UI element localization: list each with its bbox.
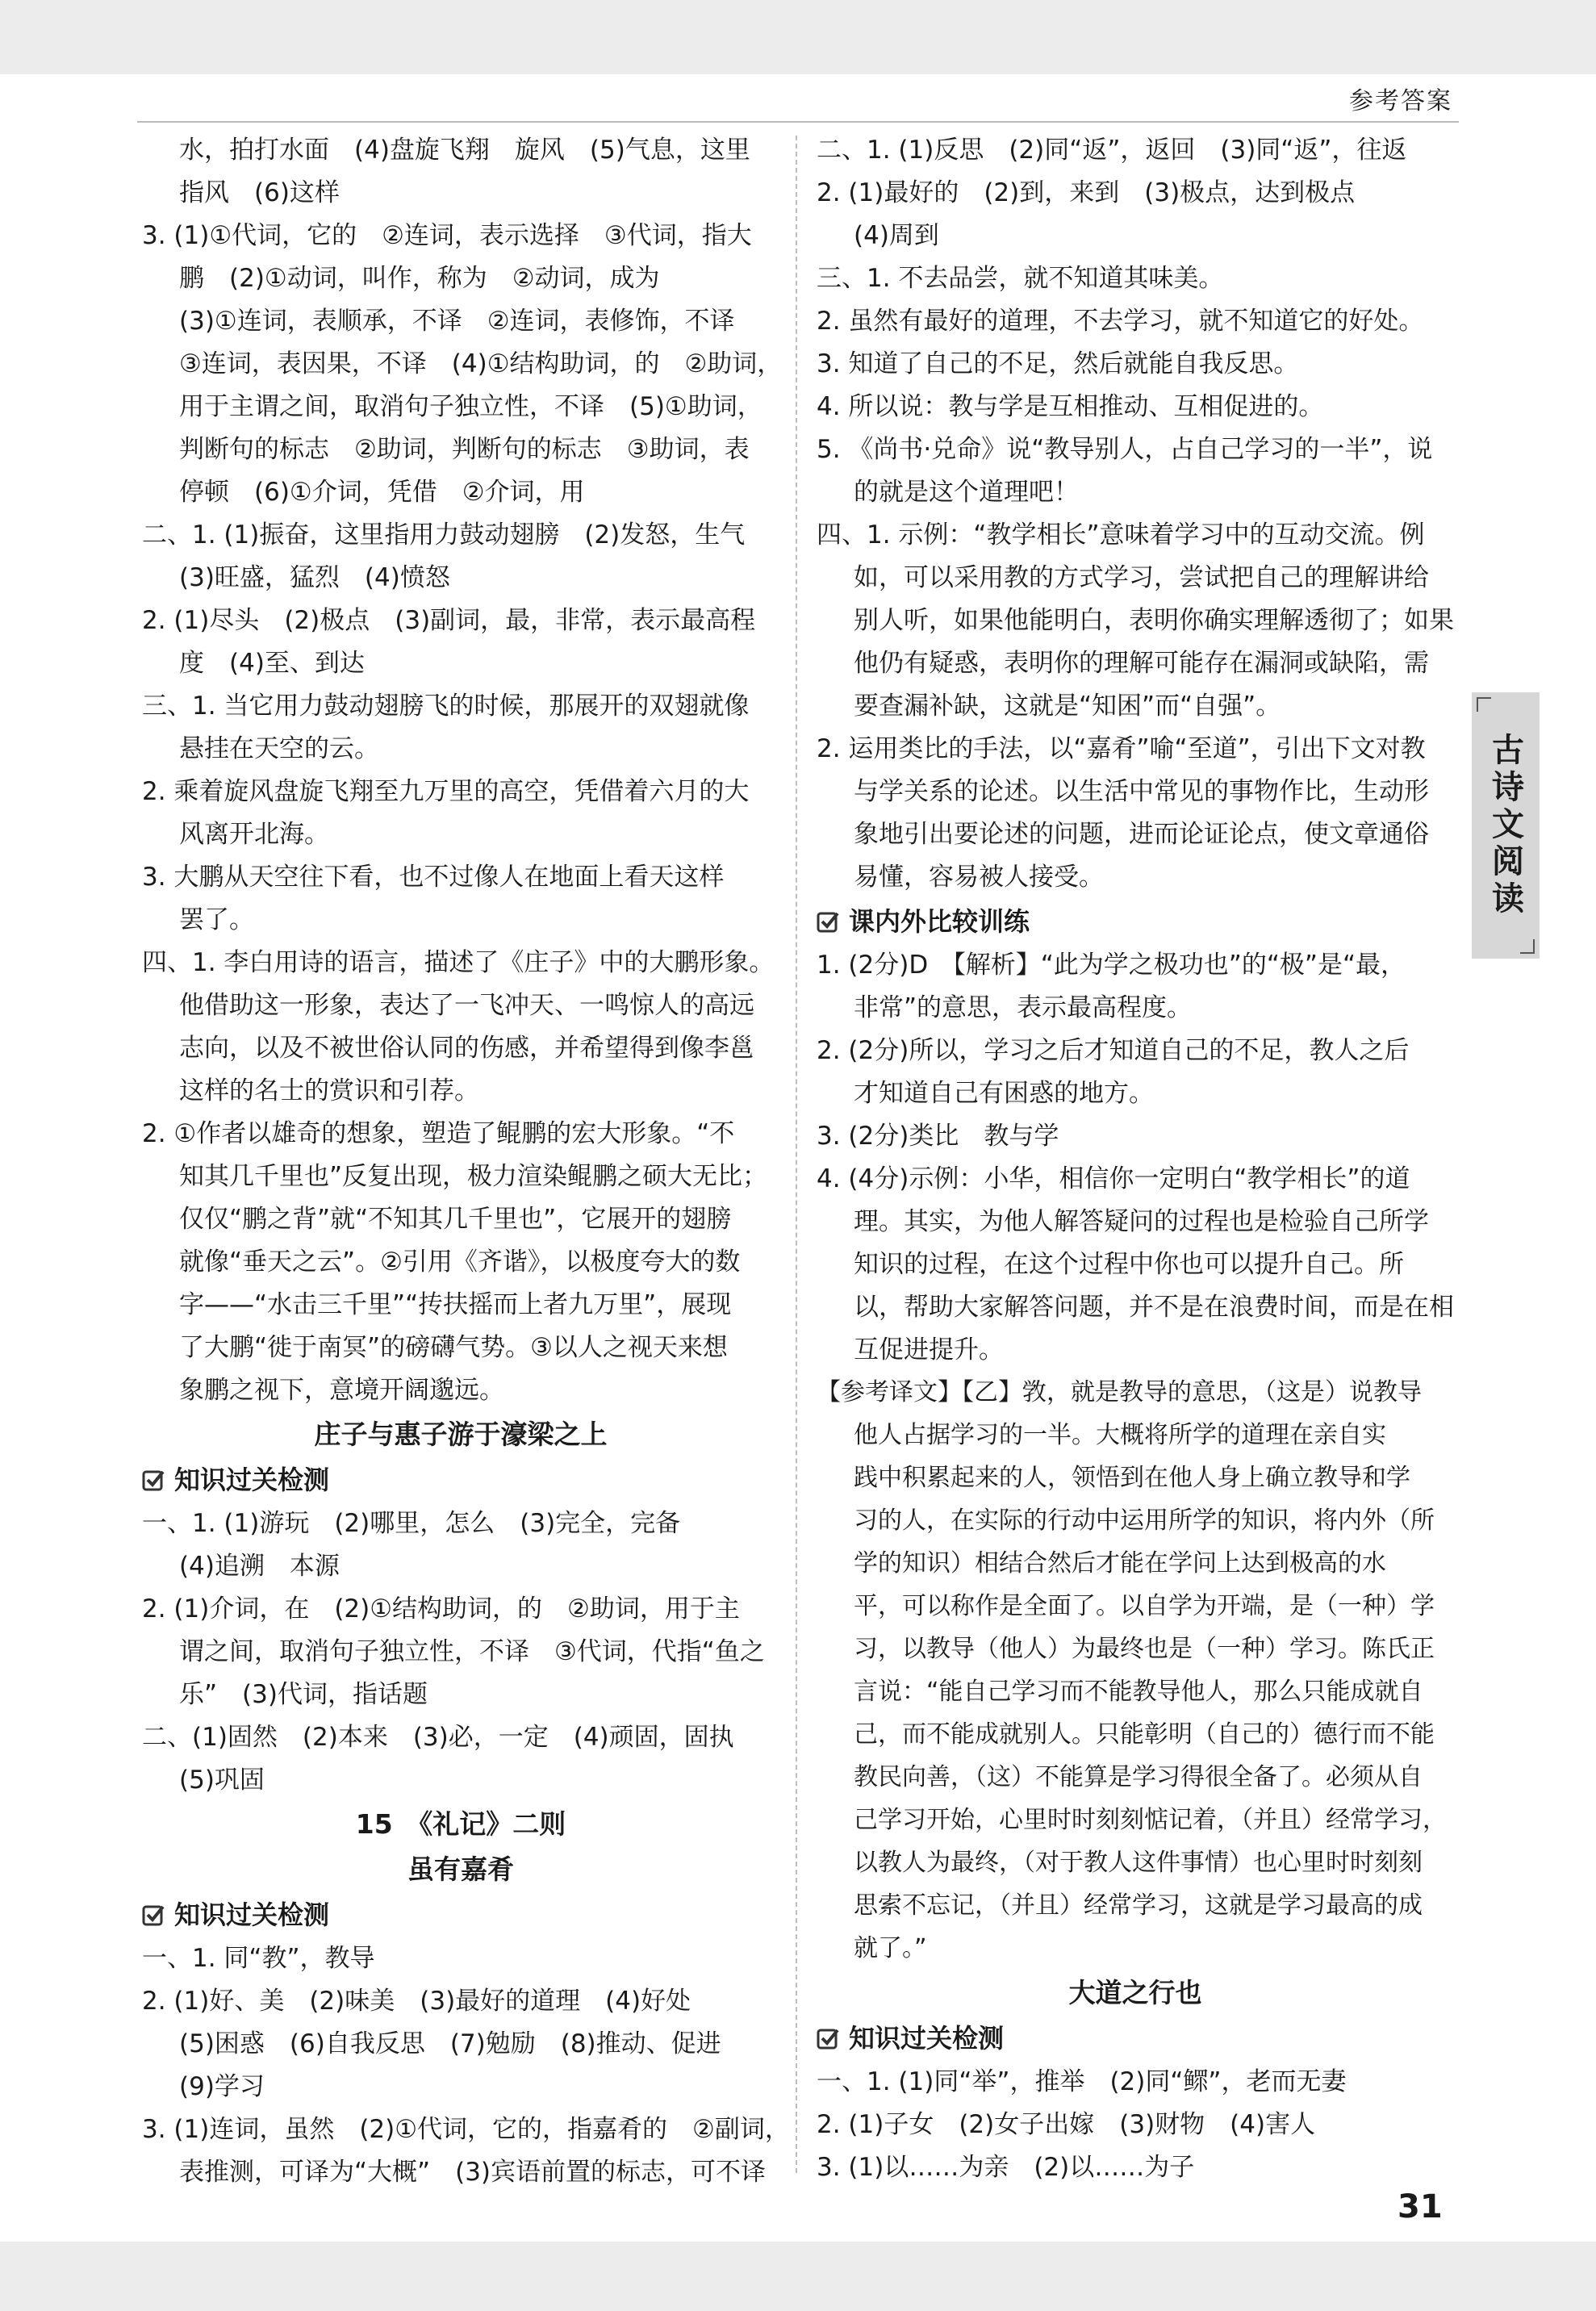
checkbox-check-icon	[142, 1469, 165, 1491]
answer-line: (3)旺盛，猛烈 (4)愤怒	[179, 563, 450, 592]
answer-line: 理。其实，为他人解答疑问的过程也是检验自己所学	[854, 1207, 1429, 1236]
side-tab-label: 古诗文阅读	[1486, 733, 1524, 918]
section-title-suiyoujiayao: 虽有嘉肴	[407, 1853, 514, 1885]
answer-line: 罢了。	[179, 905, 254, 934]
translation-line: 己学习开始，心里时时刻刻惦记着，（并且）经常学习，	[854, 1806, 1447, 1834]
answer-line: 的就是这个道理吧！	[854, 478, 1079, 507]
answer-line: 象鹏之视下，意境开阔邈远。	[179, 1376, 504, 1405]
suiyoujiayao-answer-block	[142, 1937, 790, 2194]
translation-line: 习的人，在实际的行动中运用所学的知识，将内外（所	[854, 1507, 1435, 1535]
answer-line: 2. 乘着旋风盘旋飞翔至九万里的高空，凭借着六月的大	[142, 777, 750, 806]
answer-line: 3. (1)连词，虽然 (2)①代词，它的，指嘉肴的 ②副词，	[142, 2115, 790, 2144]
section-title-zhuangzi: 庄子与惠子游于濠梁之上	[314, 1419, 608, 1450]
answer-line: 一、1. 同“教”，教导	[142, 1944, 375, 1973]
answer-line: ③连词，表因果，不译 (4)①结构助词，的 ②助词，	[179, 349, 783, 378]
answer-line: 仅仅“鹏之背”就“不知其几千里也”，它展开的翅膀	[179, 1205, 732, 1234]
answer-line: (4)追溯 本源	[179, 1552, 340, 1581]
translation-line: 以教人为最终，（对于教人这件事情）也心里时时刻刻	[854, 1849, 1423, 1877]
answer-line: 以，帮助大家解答问题，并不是在浪费时间，而是在相	[854, 1293, 1454, 1322]
answer-line: 用于主谓之间，取消句子独立性，不译 (5)①助词，	[179, 392, 762, 421]
answer-line: 二、1. (1)反思 (2)同“返”，返回 (3)同“返”，往返	[817, 136, 1407, 165]
answer-line: 3. (2分)类比 教与学	[817, 1122, 1059, 1151]
answer-line: 与学关系的论述。以生活中常见的事物作比，生动形	[854, 777, 1429, 806]
chapter-title-liji: 15 《礼记》二则	[355, 1808, 566, 1840]
answer-line: 2. (1)好、美 (2)味美 (3)最好的道理 (4)好处	[142, 1987, 691, 2016]
answer-line: 这样的名士的赏识和引荐。	[179, 1076, 479, 1105]
answer-line: 2. (1)介词，在 (2)①结构助词，的 ②助词，用于主	[142, 1594, 740, 1624]
translation-line: 思索不忘记，（并且）经常学习，这就是学习最高的成	[854, 1891, 1423, 1920]
subhead-knowledge-check	[142, 1892, 779, 1937]
subhead-label: 课内外比较训练	[849, 906, 1030, 937]
answer-line: 5. 《尚书·兑命》说“教导别人，占自己学习的一半”，说	[817, 435, 1433, 464]
answer-line: (5)巩固	[179, 1766, 265, 1795]
page-number: 31	[1398, 2188, 1443, 2225]
subhead-knowledge-check	[817, 2016, 1454, 2061]
answer-line: 4. (4分)示例：小华，相信你一定明白“教学相长”的道	[817, 1164, 1410, 1193]
answer-line: 3. 大鹏从天空往下看，也不过像人在地面上看天这样	[142, 863, 725, 892]
answer-line: 一、1. (1)游玩 (2)哪里，怎么 (3)完全，完备	[142, 1509, 681, 1538]
answer-line: 水，拍打水面 (4)盘旋飞翔 旋风 (5)气息，这里	[179, 136, 750, 165]
answer-line: 悬挂在天空的云。	[179, 734, 379, 763]
answer-line: 2. ①作者以雄奇的想象，塑造了鲲鹏的宏大形象。“不	[142, 1119, 735, 1148]
answer-line: 2. (2分)所以，学习之后才知道自己的不足，教人之后	[817, 1036, 1410, 1065]
translation-line: 学的知识）相结合然后才能在学问上达到极高的水	[854, 1549, 1386, 1578]
answer-line: 3. (1)①代词，它的 ②连词，表示选择 ③代词，指大	[142, 221, 752, 250]
answer-line: (3)①连词，表顺承，不译 ②连词，表修饰，不译	[179, 307, 735, 336]
reference-translation	[817, 1372, 1454, 1970]
answer-line: 3. (1)以……为亲 (2)以……为子	[817, 2153, 1195, 2182]
zhuangzi-answer-block	[142, 1502, 779, 1802]
answer-line: 停顿 (6)①介词，凭借 ②介词，用	[179, 478, 585, 507]
right-answer-block	[817, 129, 1454, 899]
translation-line: 言说：“能自己学习而不能教导他人，那么只能成就自	[854, 1678, 1423, 1706]
answer-line: 风离开北海。	[179, 820, 329, 849]
answer-line: 谓之间，取消句子独立性，不译 ③代词，代指“鱼之	[179, 1637, 765, 1666]
subhead-knowledge-check	[142, 1457, 779, 1502]
answer-line: 非常”的意思，表示最高程度。	[854, 993, 1193, 1022]
answer-line: 二、(1)固然 (2)本来 (3)必，一定 (4)顽固，固执	[142, 1723, 734, 1752]
answer-line: (9)学习	[179, 2072, 265, 2101]
answer-line: 象地引出要论述的问题，进而论证论点，使文章通俗	[854, 820, 1429, 849]
answer-line: 2. 虽然有最好的道理，不去学习，就不知道它的好处。	[817, 307, 1424, 336]
translation-line: 习，以教导（他人）为最终也是（一种）学习。陈氏正	[854, 1635, 1435, 1663]
answer-line: 三、1. 当它用力鼓动翅膀飞的时候，那展开的双翅就像	[142, 692, 750, 721]
translation-line: 【参考译文】【乙】敩，就是教导的意思，（这是）说教导	[817, 1378, 1422, 1406]
column-divider	[796, 136, 797, 2173]
left-column	[142, 129, 790, 2194]
answer-line: 2. (1)子女 (2)女子出嫁 (3)财物 (4)害人	[817, 2110, 1316, 2139]
answer-line: 一、1. (1)同“举”，推举 (2)同“鳏”，老而无妻	[817, 2067, 1347, 2096]
answer-line: 知其几千里也”反复出现，极力渲染鲲鹏之硕大无比；	[179, 1162, 768, 1191]
answer-line: 指风 (6)这样	[179, 178, 340, 207]
answer-line: 判断句的标志 ②助词，判断句的标志 ③助词，表	[179, 435, 750, 464]
translation-line: 他人占据学习的一半。大概将所学的道理在亲自实	[854, 1421, 1386, 1449]
subhead-comparison-training	[817, 899, 1454, 944]
subhead-label: 知识过关检测	[174, 1465, 330, 1495]
answer-line: 二、1. (1)振奋，这里指用力鼓动翅膀 (2)发怒，生气	[142, 520, 746, 550]
comparison-answer-block	[817, 944, 1454, 1372]
answer-line: (4)周到	[854, 221, 939, 250]
translation-line: 践中积累起来的人，领悟到在他人身上确立教导和学	[854, 1464, 1410, 1492]
answer-line: 1. (2分)D 【解析】“此为学之极功也”的“极”是“最，	[817, 951, 1406, 980]
answer-line: 志向，以及不被世俗认同的伤感，并希望得到像李邕	[179, 1034, 754, 1063]
answer-line: 别人听，如果他能明白，表明你确实理解透彻了；如果	[854, 606, 1454, 635]
answer-line: 表推测，可译为“大概” (3)宾语前置的标志，可不译	[179, 2158, 767, 2187]
answer-line: 互促进提升。	[854, 1335, 1004, 1364]
answer-line: 3. 知道了自己的不足，然后就能自我反思。	[817, 349, 1299, 378]
answer-line: (5)困惑 (6)自我反思 (7)勉励 (8)推动、促进	[179, 2029, 721, 2058]
answer-line: 如，可以采用教的方式学习，尝试把自己的理解讲给	[854, 563, 1429, 592]
answer-line: 三、1. 不去品尝，就不知道其味美。	[817, 264, 1224, 293]
tab-corner-mark	[1477, 697, 1491, 712]
answer-line: 他借助这一形象，表达了一飞冲天、一鸣惊人的高远	[179, 991, 754, 1020]
translation-line: 平，可以称作是全面了。以自学为开端，是（一种）学	[854, 1592, 1435, 1620]
answer-line: 2. (1)最好的 (2)到，来到 (3)极点，达到极点	[817, 178, 1356, 207]
answer-line: 就像“垂天之云”。②引用《齐谐》，以极度夸大的数	[179, 1247, 741, 1277]
answer-line: 2. 运用类比的手法，以“嘉肴”喻“至道”，引出下文对教	[817, 734, 1426, 763]
page-header-title: 参考答案	[1349, 87, 1452, 115]
answer-line: 字——“水击三千里”“抟扶摇而上者九万里”，展现	[179, 1290, 732, 1319]
dadaozhixing-answer-block	[817, 2061, 1454, 2189]
left-answer-block	[142, 129, 783, 1412]
subhead-label: 知识过关检测	[849, 2023, 1005, 2054]
answer-line: 四、1. 示例：“教学相长”意味着学习中的互动交流。例	[817, 520, 1425, 550]
section-title-dadaozhixing: 大道之行也	[1068, 1977, 1202, 2008]
checkbox-check-icon	[142, 1904, 165, 1926]
checkbox-check-icon	[817, 910, 839, 933]
answer-line: 他仍有疑惑，表明你的理解可能存在漏洞或缺陷，需	[854, 649, 1429, 678]
right-column	[817, 129, 1454, 2189]
answer-line: 乐” (3)代词，指话题	[179, 1680, 428, 1709]
translation-line: 教民向善，（这）不能算是学习得很全备了。必须从自	[854, 1763, 1423, 1791]
answer-line: 2. (1)尽头 (2)极点 (3)副词，最，非常，表示最高程	[142, 606, 756, 635]
answer-line: 才知道自己有困惑的地方。	[854, 1079, 1154, 1108]
subhead-label: 知识过关检测	[174, 1899, 330, 1930]
answer-line: 要查漏补缺，这就是“知困”而“自强”。	[854, 692, 1281, 721]
header-divider	[137, 121, 1459, 123]
answer-line: 四、1. 李白用诗的语言，描述了《庄子》中的大鹏形象。	[142, 948, 775, 977]
answer-line: 易懂，容易被人接受。	[854, 863, 1104, 892]
tab-corner-mark	[1520, 939, 1535, 954]
translation-line: 就了。”	[854, 1934, 927, 1962]
translation-line: 己，而不能成就别人。只能彰明（自己的）德行而不能	[854, 1720, 1435, 1749]
answer-line: 了大鹏“徙于南冥”的磅礴气势。③以人之视天来想	[179, 1333, 728, 1362]
answer-line: 知识的过程，在这个过程中你也可以提升自己。所	[854, 1250, 1404, 1279]
side-tab-category	[1472, 692, 1540, 959]
answer-line: 4. 所以说：教与学是互相推动、互相促进的。	[817, 392, 1324, 421]
checkbox-check-icon	[817, 2027, 839, 2050]
answer-line: 鹏 (2)①动词，叫作，称为 ②动词，成为	[179, 264, 660, 293]
answer-line: 度 (4)至、到达	[179, 649, 365, 678]
